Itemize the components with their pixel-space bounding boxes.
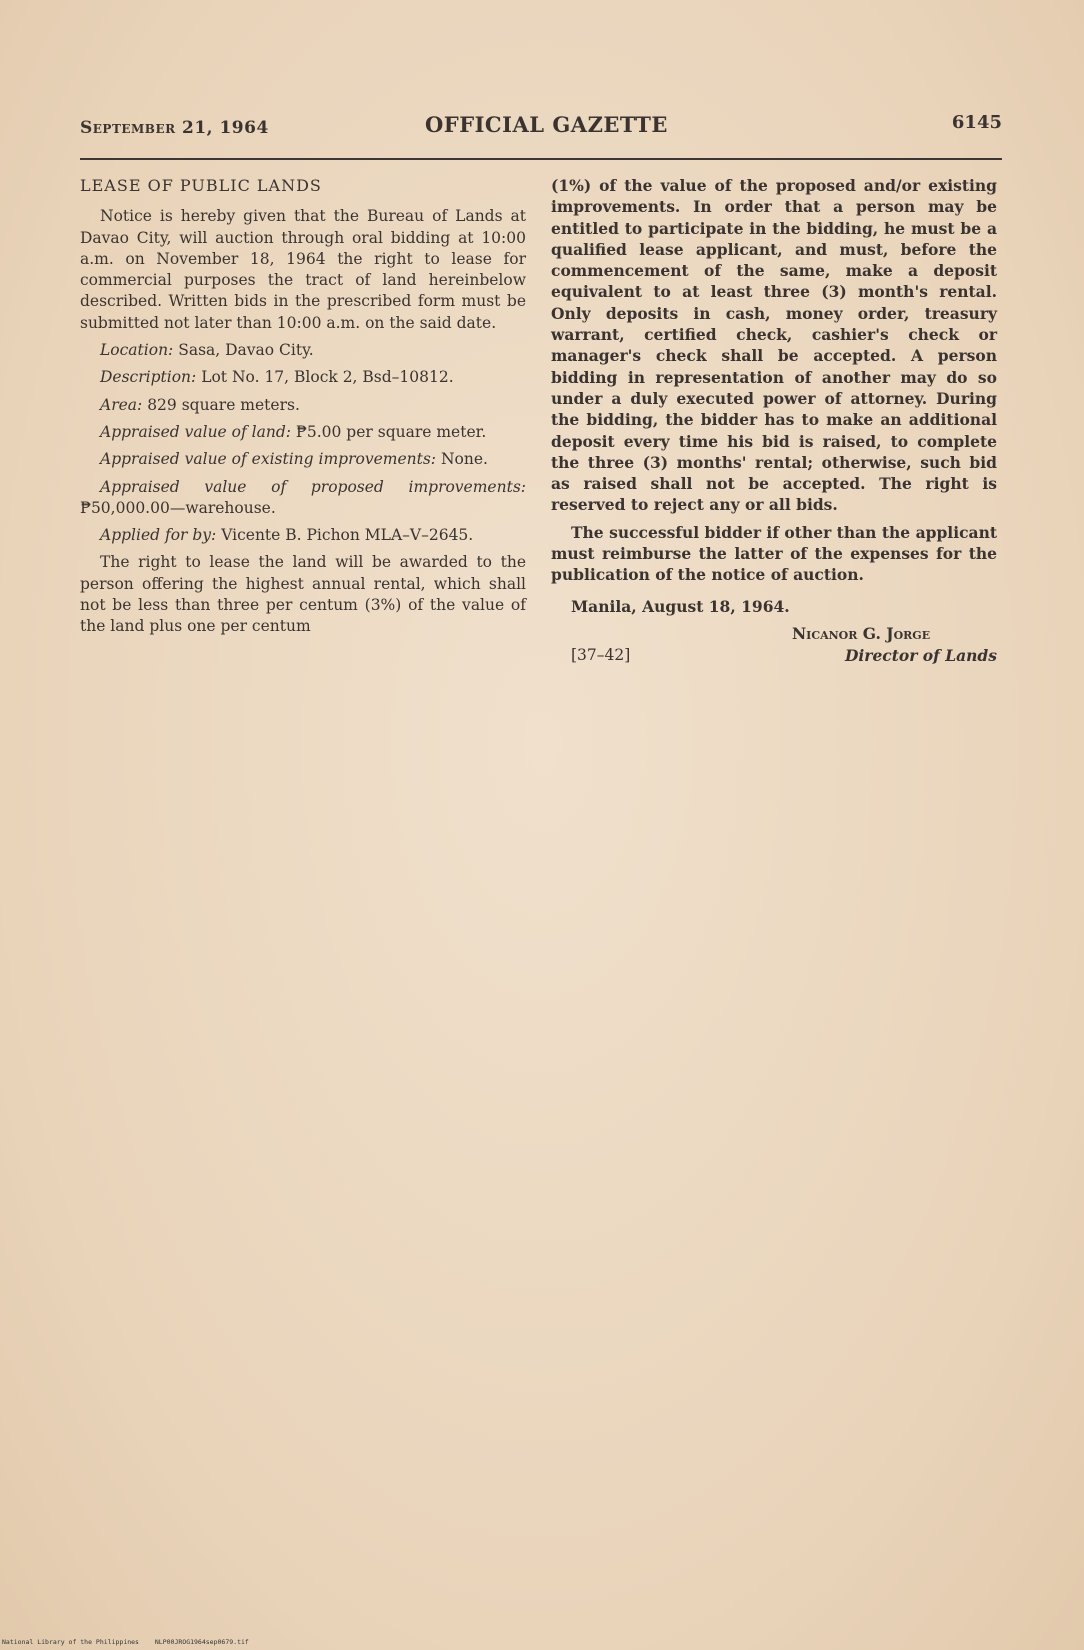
field-appraised-proposed [80,477,526,520]
field-label: Location: [100,341,174,360]
signature-block [551,623,997,673]
field-value: ₱5.00 per square meter. [295,422,487,441]
field-label: Description: [100,368,197,387]
field-label: Appraised value of land: [100,422,291,441]
field-value: Lot No. 17, Block 2, Bsd–10812. [201,368,454,387]
signatory-title: Director of Lands [844,645,997,665]
header-page-number: 6145 [951,112,1002,133]
dateline: Manila, August 18, 1964. [571,596,790,616]
field-location [80,340,526,361]
scan-footer [2,1638,261,1646]
field-applied-for-by [80,525,526,546]
footer-file: NLP00JROG1964sep0679.tif [154,1638,249,1646]
field-label: Applied for by: [100,526,217,545]
field-value: 829 square meters. [147,395,300,414]
field-value: Vicente B. Pichon MLA–V–2645. [221,526,474,545]
field-label: Appraised value of proposed improvements: [100,477,526,496]
page-header [80,112,1002,152]
header-title: OFFICIAL GAZETTE [425,112,668,137]
left-column [80,175,526,644]
header-date: September 21, 1964 [80,118,269,138]
field-appraised-land [80,422,526,443]
field-appraised-existing [80,449,526,470]
footer-library: National Library of the Philippines [2,1638,139,1646]
field-label: Appraised value of existing improvements: [100,450,437,469]
reimburse-paragraph: The successful bidder if other than the applicant must reimburse the latter of the expenses for the publication of the notice of auction. [551,522,997,585]
notice-intro: Notice is hereby given that the Bureau of Lands at Davao City, will auction through oral bidding at 10:00 a.m. on November 18, 1964 the right to lease for commercial purposes the tract of land hereinbelow described. Written bids in the prescribed form must be submitted not later than 10:00 a.m. on the said date. [80,207,526,332]
field-value: Sasa, Davao City. [178,341,314,360]
terms-paragraph-start: The right to lease the land will be awarded to the person offering the highest annual rental, which shall not be less than three per centum (3%) of the value of the land plus one per centum [80,553,526,636]
field-value: ₱50,000.00—warehouse. [80,498,276,517]
right-column [551,175,997,673]
section-title: LEASE OF PUBLIC LANDS [80,176,322,195]
signatory-name: Nicanor G. Jorge [792,623,931,643]
terms-paragraph-continued: (1%) of the value of the proposed and/or existing improvements. In order that a person may be entitled to participate in the bidding, he must be a qualified lease applicant, and must, before the commencement of the same, make a deposit equivalent to at least three (3) month's rental. Only deposits in cash, money order, treasury warrant, certified check, cashier's check or manager's check shall be accepted. A person bidding in representation of another may do so under a duly executed power of attorney. During the bidding, the bidder has to make an additional deposit every time his bid is raised, to complete the three (3) months' rental; otherwise, such bid as raised shall not be accepted. The right is reserved to reject any or all bids. [551,176,997,515]
reference-number: [37–42] [571,645,631,664]
field-value: None. [440,450,488,469]
field-label: Area: [100,395,143,414]
field-description [80,367,526,388]
field-area [80,395,526,416]
header-rule [80,158,1002,160]
